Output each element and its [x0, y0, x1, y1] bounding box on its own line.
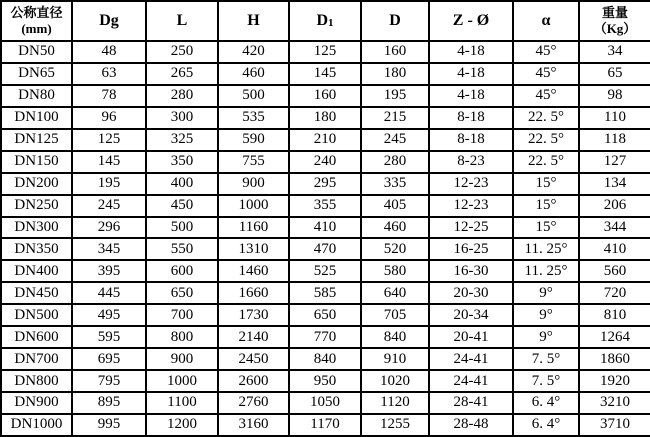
table-cell: 110 [579, 107, 650, 129]
table-cell: 2140 [218, 326, 289, 348]
table-row [1, 260, 650, 282]
table-cell: 650 [146, 282, 218, 304]
table-cell: 180 [289, 107, 361, 129]
table-cell: 22. 5° [513, 107, 579, 129]
dn-size-cell: DN900 [1, 392, 72, 414]
table-cell: 900 [218, 173, 289, 195]
table-cell: 405 [361, 195, 429, 217]
table-cell: 9° [513, 304, 579, 326]
column-header-d1 [289, 1, 361, 41]
dn-size-cell: DN200 [1, 173, 72, 195]
table-cell: 7. 5° [513, 370, 579, 392]
table-cell: 995 [72, 414, 146, 436]
table-cell: 800 [146, 326, 218, 348]
table-cell: 1460 [218, 260, 289, 282]
table-cell: 950 [289, 370, 361, 392]
table-cell: 11. 25° [513, 260, 579, 282]
table-cell: 500 [146, 217, 218, 239]
table-cell: 1020 [361, 370, 429, 392]
table-cell: 45° [513, 63, 579, 85]
table-row [1, 63, 650, 85]
table-cell: 280 [361, 151, 429, 173]
table-cell: 240 [289, 151, 361, 173]
table-cell: 700 [146, 304, 218, 326]
table-cell: 3210 [579, 392, 650, 414]
table-row [1, 238, 650, 260]
table-cell: 470 [289, 238, 361, 260]
table-row [1, 282, 650, 304]
table-cell: 98 [579, 85, 650, 107]
table-cell: 600 [146, 260, 218, 282]
dn-size-cell: DN600 [1, 326, 72, 348]
table-cell: 9° [513, 282, 579, 304]
column-header-nominal-diameter-line1: 公称直径 [10, 4, 63, 20]
table-cell: 1000 [146, 370, 218, 392]
column-header-weight [579, 1, 650, 41]
column-header-d: D [361, 1, 429, 41]
table-cell: 8-18 [429, 107, 513, 129]
table-cell: 460 [361, 217, 429, 239]
table-cell: 1000 [218, 195, 289, 217]
table-cell: 6. 4° [513, 414, 579, 436]
table-cell: 28-41 [429, 392, 513, 414]
table-cell: 525 [289, 260, 361, 282]
table-cell: 65 [579, 63, 650, 85]
table-cell: 215 [361, 107, 429, 129]
table-row [1, 41, 650, 63]
table-row [1, 217, 650, 239]
table-cell: 7. 5° [513, 348, 579, 370]
dn-size-cell: DN350 [1, 238, 72, 260]
table-row [1, 414, 650, 436]
column-header-z-diameter: Z - Ø [429, 1, 513, 41]
table-cell: 1050 [289, 392, 361, 414]
table-cell: 550 [146, 238, 218, 260]
table-cell: 345 [72, 238, 146, 260]
table-cell: 12-23 [429, 195, 513, 217]
table-cell: 8-23 [429, 151, 513, 173]
table-cell: 12-23 [429, 173, 513, 195]
dn-size-cell: DN500 [1, 304, 72, 326]
table-cell: 12-25 [429, 217, 513, 239]
table-cell: 1170 [289, 414, 361, 436]
dn-size-cell: DN65 [1, 63, 72, 85]
table-cell: 770 [289, 326, 361, 348]
table-cell: 8-18 [429, 129, 513, 151]
table-cell: 45° [513, 41, 579, 63]
column-header-d1-subscript: 1 [328, 17, 334, 30]
table-cell: 127 [579, 151, 650, 173]
dn-size-cell: DN250 [1, 195, 72, 217]
table-cell: 180 [361, 63, 429, 85]
table-cell: 460 [218, 63, 289, 85]
table-cell: 755 [218, 151, 289, 173]
table-cell: 20-41 [429, 326, 513, 348]
table-cell: 495 [72, 304, 146, 326]
table-cell: 34 [579, 41, 650, 63]
table-cell: 720 [579, 282, 650, 304]
table-cell: 840 [361, 326, 429, 348]
table-row [1, 392, 650, 414]
table-cell: 420 [218, 41, 289, 63]
column-header-nominal-diameter [1, 1, 72, 41]
table-body [1, 41, 650, 436]
column-header-nominal-diameter-line2: (mm) [21, 21, 52, 36]
table-cell: 160 [361, 41, 429, 63]
table-row [1, 370, 650, 392]
table-cell: 1100 [146, 392, 218, 414]
table-row [1, 85, 650, 107]
table-cell: 650 [289, 304, 361, 326]
table-cell: 325 [146, 129, 218, 151]
table-cell: 2760 [218, 392, 289, 414]
table-cell: 344 [579, 217, 650, 239]
table-cell: 4-18 [429, 63, 513, 85]
table-cell: 840 [289, 348, 361, 370]
table-cell: 22. 5° [513, 151, 579, 173]
table-cell: 590 [218, 129, 289, 151]
table-cell: 4-18 [429, 85, 513, 107]
table-cell: 9° [513, 326, 579, 348]
column-header-d1-main: D [316, 12, 329, 30]
table-cell: 265 [146, 63, 218, 85]
table-row [1, 304, 650, 326]
table-cell: 15° [513, 195, 579, 217]
table-cell: 640 [361, 282, 429, 304]
table-cell: 125 [289, 41, 361, 63]
table-cell: 15° [513, 217, 579, 239]
table-cell: 245 [361, 129, 429, 151]
table-cell: 245 [72, 195, 146, 217]
table-cell: 96 [72, 107, 146, 129]
dn-size-cell: DN800 [1, 370, 72, 392]
table-cell: 280 [146, 85, 218, 107]
table-cell: 210 [289, 129, 361, 151]
table-cell: 580 [361, 260, 429, 282]
table-cell: 410 [579, 238, 650, 260]
table-row [1, 107, 650, 129]
column-header-l: L [146, 1, 218, 41]
table-row [1, 151, 650, 173]
header-row [1, 1, 650, 41]
table-cell: 910 [361, 348, 429, 370]
table-row [1, 326, 650, 348]
table-cell: 16-25 [429, 238, 513, 260]
dn-size-cell: DN300 [1, 217, 72, 239]
column-header-alpha: α [513, 1, 579, 41]
table-cell: 355 [289, 195, 361, 217]
table-cell: 300 [146, 107, 218, 129]
dn-size-cell: DN700 [1, 348, 72, 370]
table-cell: 1160 [218, 217, 289, 239]
table-row [1, 348, 650, 370]
table-cell: 24-41 [429, 348, 513, 370]
table-cell: 810 [579, 304, 650, 326]
dn-size-cell: DN150 [1, 151, 72, 173]
column-header-h: H [218, 1, 289, 41]
table-cell: 1730 [218, 304, 289, 326]
table-cell: 195 [361, 85, 429, 107]
table-cell: 195 [72, 173, 146, 195]
dn-size-cell: DN1000 [1, 414, 72, 436]
table-cell: 895 [72, 392, 146, 414]
dn-size-cell: DN50 [1, 41, 72, 63]
table-cell: 20-30 [429, 282, 513, 304]
dn-size-cell: DN125 [1, 129, 72, 151]
table-cell: 250 [146, 41, 218, 63]
table-cell: 795 [72, 370, 146, 392]
table-row [1, 195, 650, 217]
table-cell: 16-30 [429, 260, 513, 282]
table-cell: 11. 25° [513, 238, 579, 260]
table-cell: 335 [361, 173, 429, 195]
dn-size-cell: DN400 [1, 260, 72, 282]
dn-size-cell: DN80 [1, 85, 72, 107]
table-cell: 595 [72, 326, 146, 348]
table-cell: 1200 [146, 414, 218, 436]
table-header [1, 1, 650, 41]
table-cell: 350 [146, 151, 218, 173]
table-cell: 28-48 [429, 414, 513, 436]
table-cell: 134 [579, 173, 650, 195]
table-cell: 2600 [218, 370, 289, 392]
table-cell: 206 [579, 195, 650, 217]
table-cell: 1264 [579, 326, 650, 348]
table-cell: 585 [289, 282, 361, 304]
table-cell: 6. 4° [513, 392, 579, 414]
column-header-weight-line2: （Kg） [593, 21, 637, 36]
table-cell: 296 [72, 217, 146, 239]
table-row [1, 129, 650, 151]
table-cell: 695 [72, 348, 146, 370]
table-cell: 3710 [579, 414, 650, 436]
table-cell: 48 [72, 41, 146, 63]
table-cell: 1660 [218, 282, 289, 304]
table-cell: 500 [218, 85, 289, 107]
table-cell: 63 [72, 63, 146, 85]
table-cell: 145 [72, 151, 146, 173]
table-cell: 15° [513, 173, 579, 195]
table-cell: 118 [579, 129, 650, 151]
table-cell: 1860 [579, 348, 650, 370]
table-cell: 560 [579, 260, 650, 282]
table-cell: 145 [289, 63, 361, 85]
table-cell: 535 [218, 107, 289, 129]
table-cell: 4-18 [429, 41, 513, 63]
table-cell: 24-41 [429, 370, 513, 392]
table-cell: 125 [72, 129, 146, 151]
table-cell: 1255 [361, 414, 429, 436]
table-cell: 160 [289, 85, 361, 107]
table-cell: 520 [361, 238, 429, 260]
table-cell: 450 [146, 195, 218, 217]
table-cell: 705 [361, 304, 429, 326]
table-cell: 3160 [218, 414, 289, 436]
table-cell: 1310 [218, 238, 289, 260]
table-row [1, 173, 650, 195]
table-cell: 78 [72, 85, 146, 107]
dn-size-cell: DN450 [1, 282, 72, 304]
table-cell: 1920 [579, 370, 650, 392]
column-header-dg: Dg [72, 1, 146, 41]
table-cell: 400 [146, 173, 218, 195]
table-cell: 45° [513, 85, 579, 107]
table-cell: 295 [289, 173, 361, 195]
table-cell: 445 [72, 282, 146, 304]
table-cell: 395 [72, 260, 146, 282]
table-cell: 2450 [218, 348, 289, 370]
table-cell: 20-34 [429, 304, 513, 326]
column-header-weight-line1: 重量 [601, 4, 628, 20]
table-cell: 900 [146, 348, 218, 370]
table-cell: 1120 [361, 392, 429, 414]
table-cell: 410 [289, 217, 361, 239]
table-cell: 22. 5° [513, 129, 579, 151]
dn-size-cell: DN100 [1, 107, 72, 129]
